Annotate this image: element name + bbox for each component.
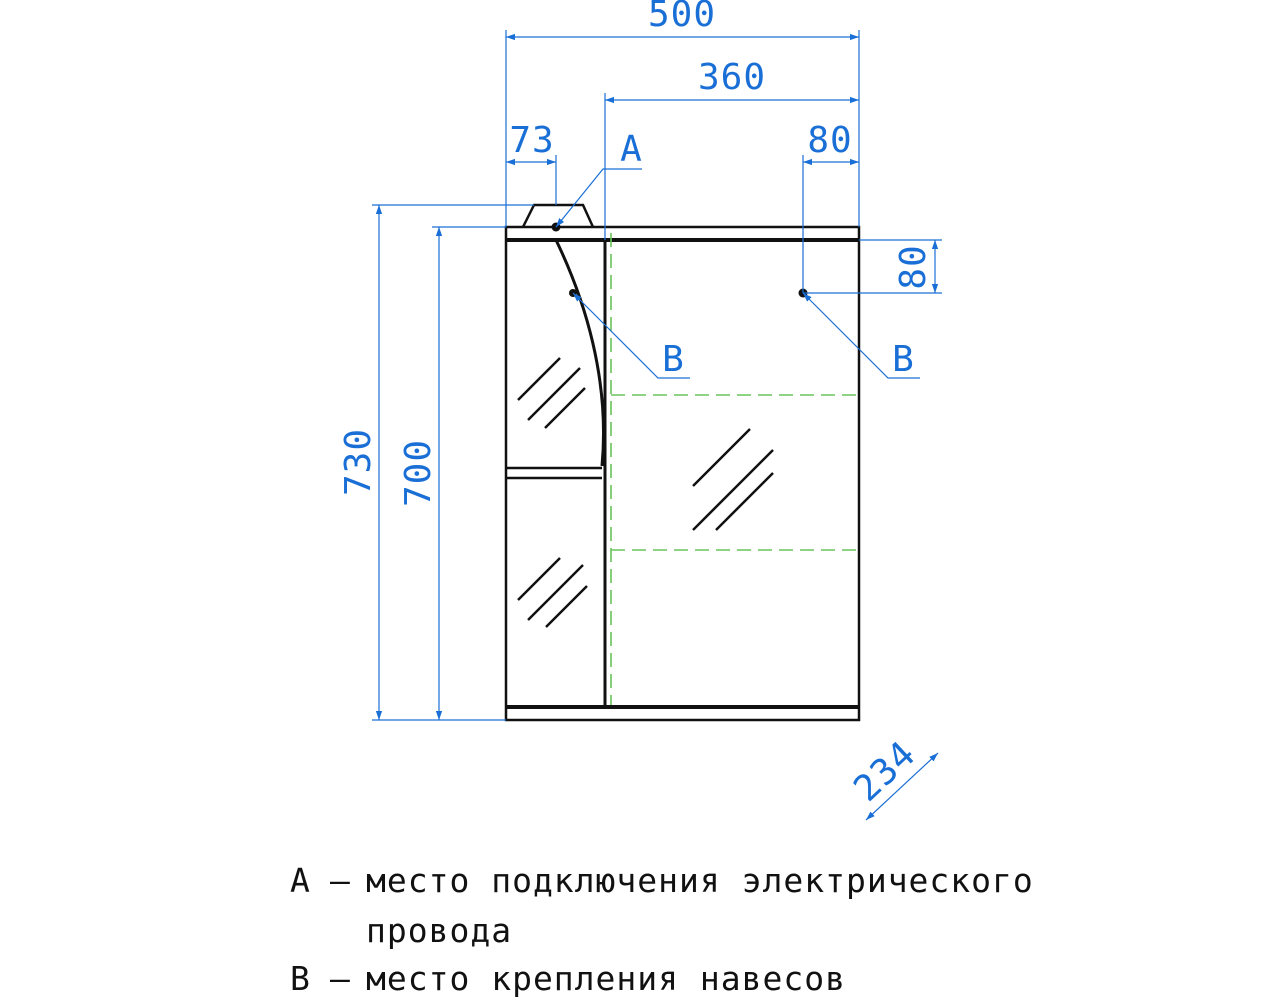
hidden-lines bbox=[611, 233, 859, 705]
legend-a-marker: A bbox=[290, 861, 311, 900]
legend-b-line: место крепления навесов bbox=[366, 959, 846, 998]
cabinet-outline bbox=[506, 227, 859, 720]
mirror-glare-lower-left bbox=[518, 558, 587, 627]
legend-a-dash: – bbox=[330, 861, 351, 900]
legend bbox=[290, 861, 1034, 998]
dim-label-700: 700 bbox=[398, 438, 439, 508]
legend-b-marker: B bbox=[290, 959, 311, 998]
dim-label-234: 234 bbox=[846, 733, 925, 810]
dim-label-73: 73 bbox=[509, 120, 555, 161]
dim-label-730: 730 bbox=[338, 427, 379, 497]
extension-lines bbox=[372, 30, 942, 720]
legend-b-dash: – bbox=[330, 959, 351, 998]
callout-label-a: A bbox=[620, 129, 642, 170]
mirror-glare-main bbox=[693, 429, 773, 530]
dim-label-80-top: 80 bbox=[807, 120, 853, 161]
callout-label-b-right: B bbox=[892, 339, 914, 380]
dimension-lines bbox=[379, 37, 938, 820]
legend-a-line2: провода bbox=[366, 911, 513, 950]
cabinet-body bbox=[506, 205, 859, 720]
curved-door-edge bbox=[556, 240, 604, 466]
dim-label-360: 360 bbox=[697, 57, 767, 98]
dim-label-80-side: 80 bbox=[893, 244, 934, 290]
callout-label-b-left: B bbox=[662, 339, 684, 380]
legend-a-line1: место подключения электрического bbox=[366, 861, 1034, 900]
dim-label-500: 500 bbox=[647, 0, 717, 35]
mirror-glare-upper-left bbox=[518, 358, 585, 428]
